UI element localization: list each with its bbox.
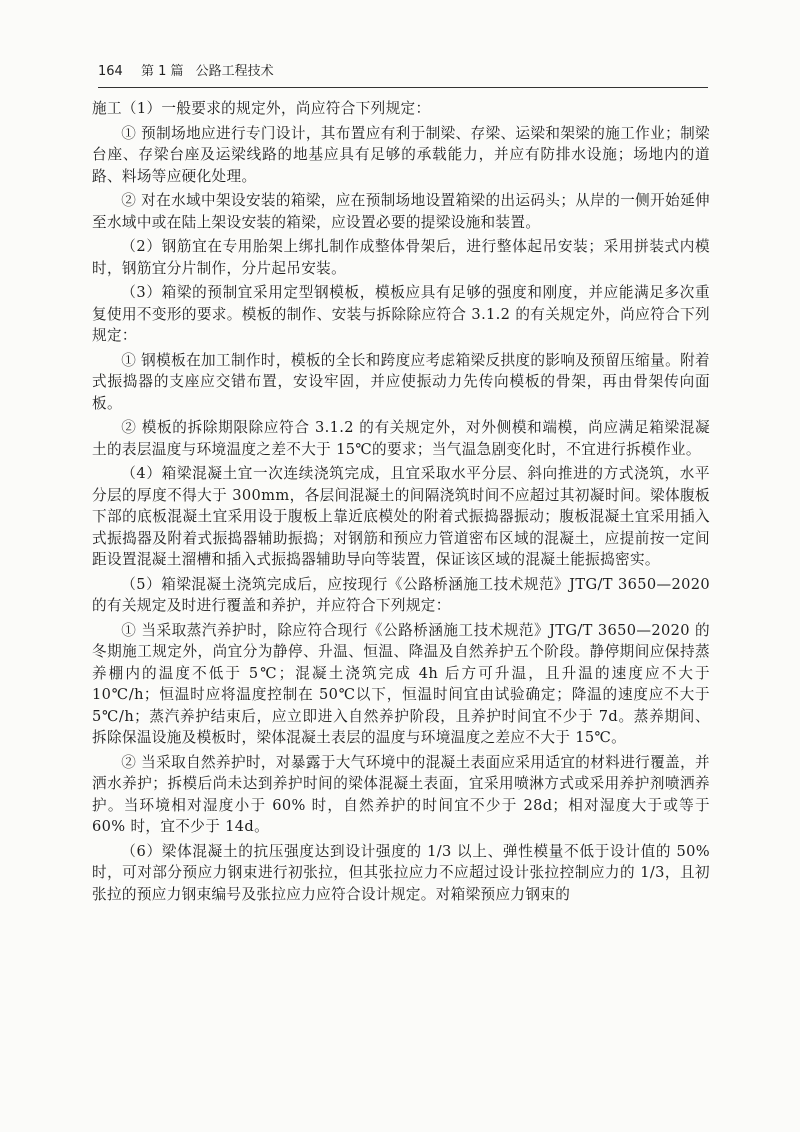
paragraph: （5）箱梁混凝土浇筑完成后，应按现行《公路桥涵施工技术规范》JTG/T 3650—2020 的有关规定及时进行覆盖和养护，并应符合下列规定： xyxy=(92,575,710,614)
paragraph: ② 当采取自然养护时，对暴露于大气环境中的混凝土表面应采用适宜的材料进行覆盖，并洒水养护；拆模后尚未达到养护时间的梁体混凝土表面，宜采用喷淋方式或采用养护剂喷洒养护。当环境相对湿度小于 60% 时，自然养护的时间宜不少于 28d；相对湿度大于或等于 60% 时，宜不少于 14d。 xyxy=(92,753,710,835)
paragraph: （6）梁体混凝土的抗压强度达到设计强度的 1/3 以上、弹性模量不低于设计值的 50% 时，可对部分预应力钢束进行初张拉，但其张拉应力不应超过设计张拉控制应力的 1/3，且初张拉的预应力钢束编号及张拉应力应符合设计规定。对箱梁预应力钢束的 xyxy=(92,842,710,903)
page-header xyxy=(98,62,708,82)
paragraph: 施工（1）一般要求的规定外，尚应符合下列规定： xyxy=(92,100,431,117)
paragraph: ① 预制场地应进行专门设计，其布置应有利于制梁、存梁、运梁和架梁的施工作业；制梁台座、存梁台座及运梁线路的地基应具有足够的承载能力，并应有防排水设施；场地内的道路、料场等应硬化处理。 xyxy=(92,124,710,185)
paragraph: （3）箱梁的预制宜采用定型钢模板，模板应具有足够的强度和刚度，并应能满足多次重复使用不变形的要求。模板的制作、安装与拆除除应符合 3.1.2 的有关规定外，尚应符合下列规定： xyxy=(92,284,710,344)
header-rule xyxy=(98,87,708,88)
paragraph: ② 对在水域中架设安装的箱梁，应在预制场地设置箱梁的出运码头；从岸的一侧开始延伸至水域中或在陆上架设安装的箱梁，应设置必要的提梁设施和装置。 xyxy=(92,192,710,231)
body-text xyxy=(92,98,710,905)
chapter-label: 第 1 篇 xyxy=(140,64,184,79)
page-number: 164 xyxy=(98,64,123,79)
paragraph: ① 当采取蒸汽养护时，除应符合现行《公路桥涵施工技术规范》JTG/T 3650—2020 的冬期施工规定外，尚宜分为静停、升温、恒温、降温及自然养护五个阶段。静停期间应保持蒸养棚内的温度不低于 5℃；混凝土浇筑完成 4h 后方可升温，且升温的速度应不大于 10℃/h；恒温时应将温度控制在 50℃以下，恒温时间宜由试验确定；降温的速度应不大于 5℃/h；蒸汽养护结束后，应立即进入自然养护阶段，且养护时间宜不少于 7d。蒸养期间、拆除保温设施及模板时，梁体混凝土表层的温度与环境温度之差应不大于 15℃。 xyxy=(92,621,710,746)
paragraph: ② 模板的拆除期限除应符合 3.1.2 的有关规定外，对外侧模和端模，尚应满足箱梁混凝土的表层温度与环境温度之差不大于 15℃的要求；当气温急剧变化时，不宜进行拆模作业。 xyxy=(92,419,710,458)
paragraph: （2）钢筋宜在专用胎架上绑扎制作成整体骨架后，进行整体起吊安装；采用拼装式内模时，钢筋宜分片制作，分片起吊安装。 xyxy=(92,238,710,277)
chapter-title: 公路工程技术 xyxy=(195,64,274,79)
paragraph: （4）箱梁混凝土宜一次连续浇筑完成，且宜采取水平分层、斜向推进的方式浇筑，水平分层的厚度不得大于 300mm，各层间混凝土的间隔浇筑时间不应超过其初凝时间。梁体腹板下部的底板混凝土宜采用设于腹板上靠近底模处的附着式振捣器振动；腹板混凝土宜采用插入式振捣器及附着式振捣器辅助振捣；对钢筋和预应力管道密布区域的混凝土，应提前按一定间距设置混凝土溜槽和插入式振捣器辅助导向等装置，保证该区域的混凝土能振捣密实。 xyxy=(92,465,710,568)
paragraph: ① 钢模板在加工制作时，模板的全长和跨度应考虑箱梁反拱度的影响及预留压缩量。附着式振捣器的支座应交错布置，安设牢固，并应使振动力先传向模板的骨架，再由骨架传向面板。 xyxy=(92,351,710,412)
